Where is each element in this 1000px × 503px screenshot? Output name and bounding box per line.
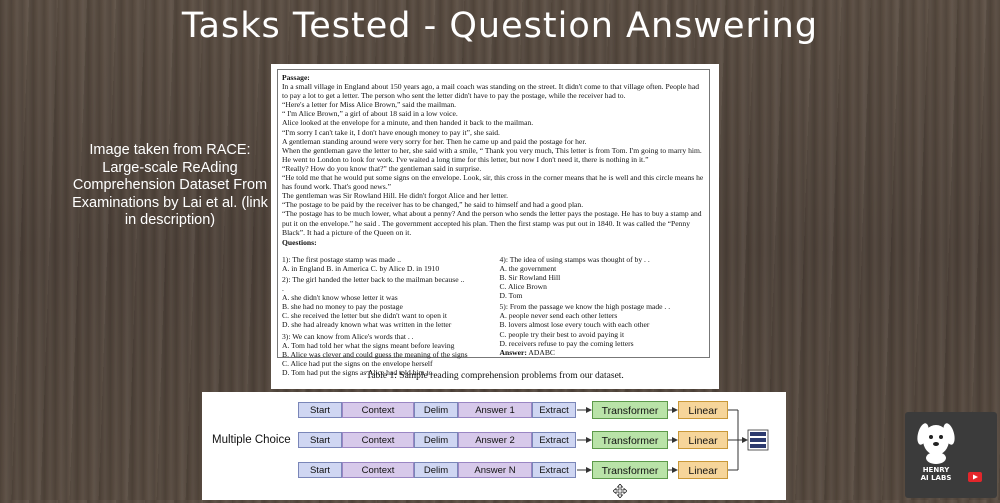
questions-label: Questions: xyxy=(282,237,317,247)
answer-line xyxy=(500,348,706,357)
answer-value: ADABC xyxy=(528,347,555,357)
token-context: Context xyxy=(342,462,414,478)
dog-icon xyxy=(905,412,997,498)
question-option: D. she had already known what was written in the letter xyxy=(282,320,452,330)
question-option: C. people try their best to avoid paying it xyxy=(499,329,625,339)
move-cursor-icon xyxy=(613,484,627,498)
transformer-block: Transformer xyxy=(592,431,668,449)
play-icon[interactable] xyxy=(968,472,982,482)
questions-grid xyxy=(282,253,705,377)
question-option: A. she didn't know whose letter it was xyxy=(282,293,398,303)
linear-block: Linear xyxy=(678,401,728,419)
passage-line: Alice looked at the envelope for a minute, and then handed it back to the mailman. xyxy=(282,118,534,128)
question-option: . xyxy=(282,284,284,294)
question-option: B. Sir Rowland Hill xyxy=(499,272,561,282)
question-text: 5): From the passage we know the high postage made . . xyxy=(499,302,671,312)
connector-arrows xyxy=(202,392,786,500)
passage-line: A gentleman standing around were very sorry for her. Then he came up and paid the postage for her. xyxy=(282,136,587,146)
question-option: C. Alice had put the signs on the envelope herself xyxy=(282,358,433,368)
passage-line: “I'm sorry I can't take it, I don't have enough money to pay it”, she said. xyxy=(282,127,500,137)
token-delim: Delim xyxy=(414,402,458,418)
multiple-choice-label: Multiple Choice xyxy=(212,434,291,446)
question-option: B. lovers almost lose every touch with each other xyxy=(499,320,650,330)
token-context: Context xyxy=(342,432,414,448)
passage-line: “The postage has to be much lower, what about a penny? And the person who sends the letter pays the postage. He has to buy a stamp and put it on the envelope.” he said . The government accepted his plan. Then the first stamp was put out in 1840. It was called the “Penny Black”. It had a picture of the Queen on it. xyxy=(282,209,702,237)
transformer-block: Transformer xyxy=(592,401,668,419)
question-option: D. Tom had put the signs as Alice had told him to xyxy=(282,367,433,377)
question-option: D. receivers refuse to pay the coming letters xyxy=(499,338,634,348)
token-answer: Answer 1 xyxy=(458,402,532,418)
question-option: B. Alice was clever and could guess the meaning of the signs xyxy=(282,349,468,359)
transformer-block: Transformer xyxy=(592,461,668,479)
token-extract: Extract xyxy=(532,432,576,448)
paper-figure xyxy=(271,64,719,389)
token-delim: Delim xyxy=(414,462,458,478)
token-context: Context xyxy=(342,402,414,418)
softmax-icon xyxy=(748,430,768,450)
token-answer: Answer 2 xyxy=(458,432,532,448)
passage-line: “ I'm Alice Brown,” a girl of about 18 said in a low voice. xyxy=(282,109,458,119)
question-option: A. Tom had told her what the signs meant before leaving xyxy=(282,340,455,350)
token-extract: Extract xyxy=(532,402,576,418)
passage-line: “Here's a letter for Miss Alice Brown,” said the mailman. xyxy=(282,100,457,110)
answer-label: Answer: xyxy=(499,347,527,357)
question-option: A. in England B. in America C. by Alice D. in 1910 xyxy=(282,263,440,273)
passage-line: “Really? How do you know that?” the gentleman said in surprise. xyxy=(282,163,482,173)
logo-line-2: AI LABS xyxy=(920,474,952,482)
questions-right xyxy=(488,253,706,377)
token-answer: Answer N xyxy=(458,462,532,478)
architecture-diagram xyxy=(202,392,786,500)
question-option: C. Alice Brown xyxy=(499,282,547,292)
passage-label: Passage: xyxy=(282,73,310,82)
henry-ai-labs-logo xyxy=(905,412,997,498)
table-caption: Table 1: Sample reading comprehension problems from our dataset. xyxy=(366,371,624,381)
question-option: B. she had no money to pay the postage xyxy=(282,302,403,312)
logo-line-1: HENRY xyxy=(922,466,950,474)
token-start: Start xyxy=(298,432,342,448)
question-text: 1): The first postage stamp was made .. xyxy=(282,254,402,264)
question-option: A. people never send each other letters xyxy=(499,311,618,321)
passage-line: “He told me that he would put some signs on the envelope. Look, sir, this cross in the corner means that he is well and this circle means he has found work. That's good news.” xyxy=(282,173,704,192)
question-text: 2): The girl handed the letter back to the mailman because .. xyxy=(282,274,465,284)
passage-line: In a small village in England about 150 years ago, a mail coach was standing on the street. It didn't come to that village often. People had to pay a lot to get a letter. The person who sent the letter didn't have to pay the postage, while the receiver had to. xyxy=(282,82,700,101)
question-text: 4): The idea of using stamps was thought of by . . xyxy=(499,254,650,264)
question-option: A. the government xyxy=(499,263,557,273)
slide-title: Tasks Tested - Question Answering xyxy=(181,6,819,46)
token-extract: Extract xyxy=(532,462,576,478)
passage-line: When the gentleman gave the letter to her, she said with a smile, “ Thank you very much, This letter is from Tom. I'm going to marry him. He went to London to look for work. I've waited a long time for this letter, but now I don't need it, there is nothing in it.” xyxy=(282,145,702,164)
question-option: D. Tom xyxy=(499,291,523,301)
linear-block: Linear xyxy=(678,431,728,449)
question-option: C. she received the letter but she didn't want to open it xyxy=(282,311,448,321)
question-text: 3): We can know from Alice's words that . . xyxy=(282,331,414,341)
questions-left xyxy=(282,253,488,377)
token-delim: Delim xyxy=(414,432,458,448)
passage xyxy=(282,82,705,237)
passage-line: “The postage to be paid by the receiver has to be changed,” he said to himself and had a good plan. xyxy=(282,200,584,210)
token-start: Start xyxy=(298,402,342,418)
linear-block: Linear xyxy=(678,461,728,479)
passage-line: The gentleman was Sir Rowland Hill. He didn't forgot Alice and her letter. xyxy=(282,191,509,201)
token-start: Start xyxy=(298,462,342,478)
source-note: Image taken from RACE: Large-scale ReAding Comprehension Dataset From Examinations by Lai et al. (link in description) xyxy=(72,142,268,228)
